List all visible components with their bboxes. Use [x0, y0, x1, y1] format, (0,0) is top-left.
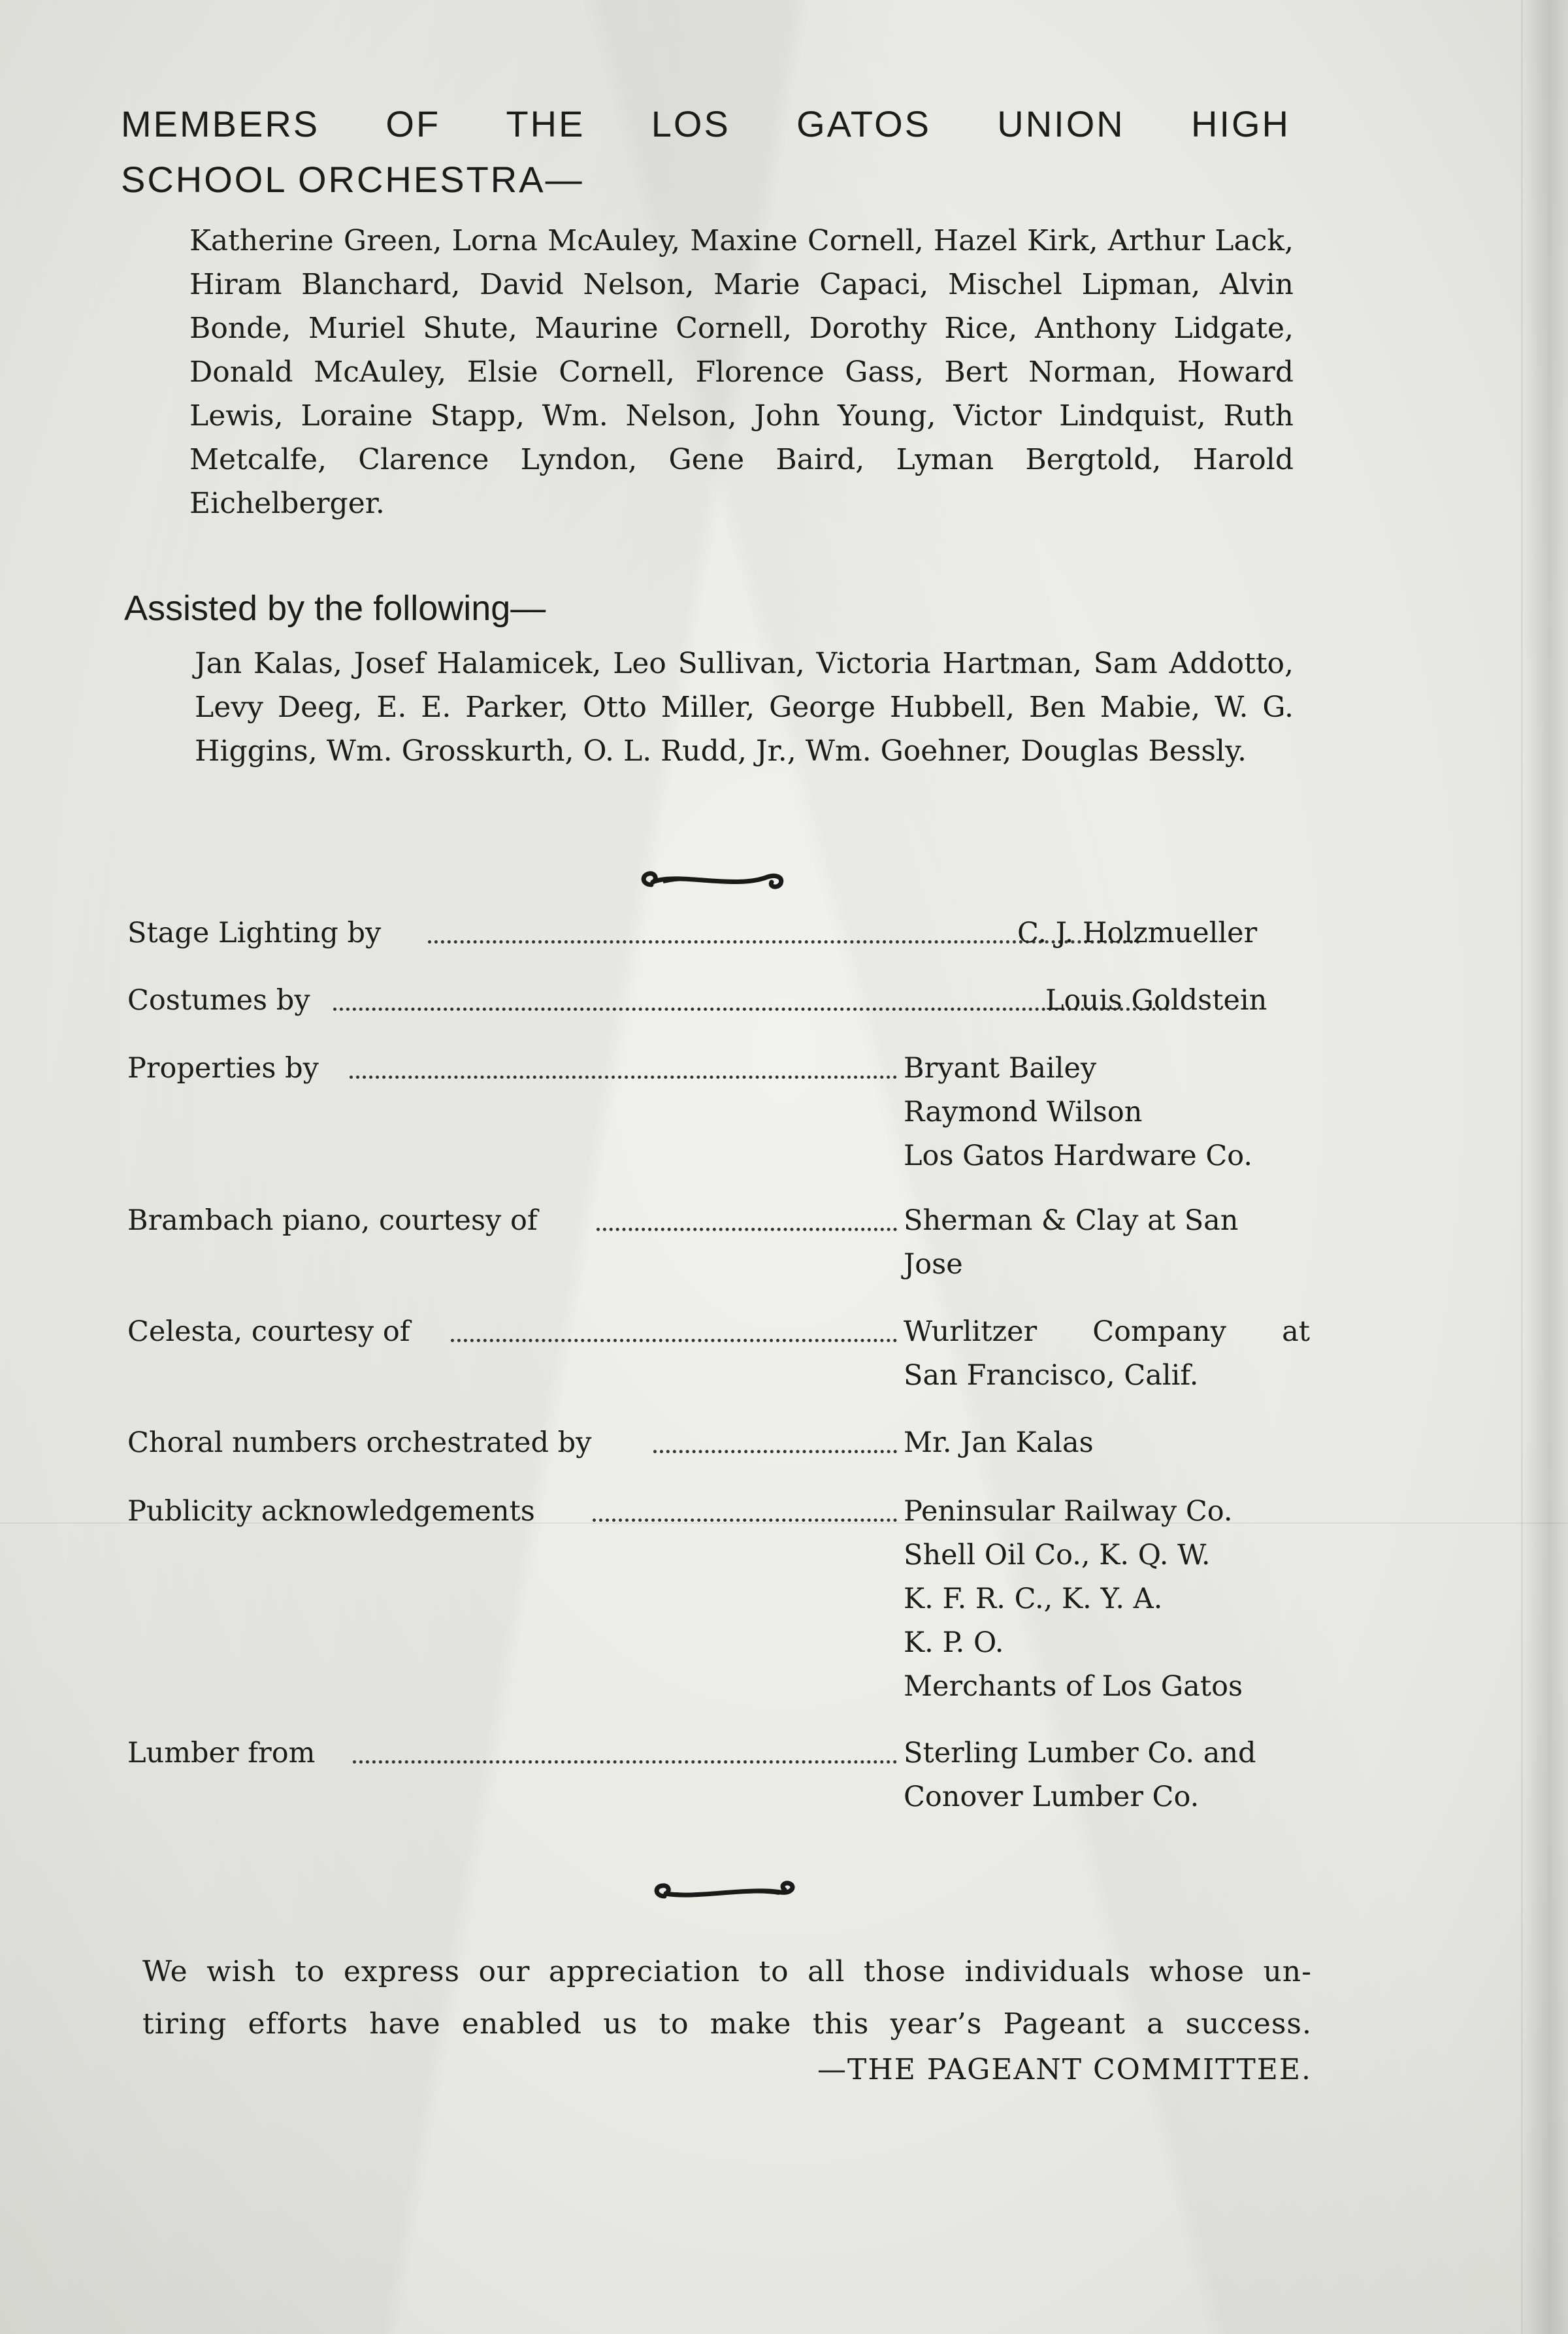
credit-label: Stage Lighting by: [127, 917, 382, 949]
closing-line1: We wish to express our appreciation to all those individuals whose un-: [142, 1955, 1312, 1988]
credit-value: [904, 1199, 1310, 1287]
credit-value: [1045, 979, 1310, 1023]
ornament-divider-icon: [650, 1877, 800, 1913]
credit-value-line: Peninsular Railway Co.: [904, 1495, 1233, 1528]
orchestra-heading-line1: MEMBERS OF THE LOS GATOS UNION HIGH: [121, 103, 1290, 144]
credit-value-line: C. J. Holzmueller: [1017, 917, 1258, 949]
credit-value-line: Sherman & Clay at San: [904, 1204, 1239, 1237]
credit-label: Brambach piano, courtesy of: [127, 1204, 538, 1237]
credit-value-line: Raymond Wilson: [904, 1096, 1143, 1128]
orchestra-members-list: Katherine Green, Lorna McAuley, Maxine Cornell, Hazel Kirk, Arthur Lack, Hiram Blanchard, David Nelson, Marie Capaci, Mischel Lipman, Alvin Bonde, Muriel Shute, Maurine Cornell, Dorothy Rice, Anthony Lidgate, Donald McAuley, Elsie Cornell, Florence Gass, Bert Norman, Howard Lewis, Loraine Stapp, Wm. Nelson, John Young, Victor Lindquist, Ruth Metcalfe, Clarence Lyndon, Gene Baird, Lyman Bergtold, Harold Eichelberger.: [189, 224, 1294, 520]
credit-value: [904, 1421, 1310, 1465]
credit-value: [904, 1732, 1310, 1819]
closing-line2: tiring efforts have enabled us to make this year’s Pageant a success.: [142, 2007, 1312, 2041]
leader-dots: [596, 1228, 897, 1231]
credit-value-line: K. F. R. C., K. Y. A.: [904, 1583, 1163, 1615]
assisted-names-list: Jan Kalas, Josef Halamicek, Leo Sullivan, Victoria Hartman, Sam Addotto, Levy Deeg, E. E. Parker, Otto Miller, George Hubbell, Ben Mabie, W. G. Higgins, Wm. Grosskurth, O. L. Rudd, Jr., Wm. Goehner, Douglas Bessly.: [195, 647, 1294, 768]
credit-label: Properties by: [127, 1052, 319, 1085]
credit-value-line: Jose: [904, 1248, 963, 1281]
credit-value-line: Louis Goldstein: [1045, 984, 1267, 1017]
credit-value-line: Bryant Bailey: [904, 1052, 1097, 1085]
credit-value-line: K. P. O.: [904, 1626, 1004, 1659]
credit-value-line: Mr. Jan Kalas: [904, 1426, 1094, 1459]
assisted-heading: Assisted by the following—: [124, 589, 546, 628]
credit-value: [904, 1310, 1310, 1354]
credit-label: Choral numbers orchestrated by: [127, 1426, 592, 1459]
credit-value-line: Conover Lumber Co.: [904, 1781, 1200, 1813]
credit-value-line: Shell Oil Co., K. Q. W.: [904, 1539, 1211, 1571]
leader-dots: [451, 1339, 897, 1342]
credit-value-line: Wurlitzer Company at: [904, 1315, 1310, 1348]
credit-label: Celesta, courtesy of: [127, 1315, 410, 1348]
fold-crease: [1521, 0, 1523, 2334]
leader-dots: [333, 1008, 1169, 1011]
credit-value-line: Los Gatos Hardware Co.: [904, 1140, 1253, 1172]
credit-value: [904, 1490, 1310, 1709]
signature: —THE PAGEANT COMMITTEE.: [817, 2053, 1312, 2086]
credit-label: Lumber from: [127, 1737, 316, 1769]
credit-value: [1017, 912, 1310, 955]
credit-value: [904, 1047, 1310, 1178]
credit-value-line: San Francisco, Calif.: [904, 1359, 1199, 1392]
credit-label: Costumes by: [127, 984, 310, 1017]
leader-dots: [353, 1760, 897, 1764]
credit-value-line: Sterling Lumber Co. and: [904, 1737, 1256, 1769]
credit-value: [904, 1354, 1310, 1398]
ornament-divider-icon: [637, 863, 787, 899]
credit-label: Publicity acknowledgements: [127, 1495, 535, 1528]
credit-value-line: Merchants of Los Gatos: [904, 1670, 1243, 1703]
leader-dots: [350, 1076, 897, 1079]
page-edge-shadow: [1522, 0, 1568, 2334]
leader-dots: [593, 1519, 897, 1522]
leader-dots: [653, 1450, 897, 1453]
orchestra-heading-line2: SCHOOL ORCHESTRA—: [121, 159, 584, 200]
